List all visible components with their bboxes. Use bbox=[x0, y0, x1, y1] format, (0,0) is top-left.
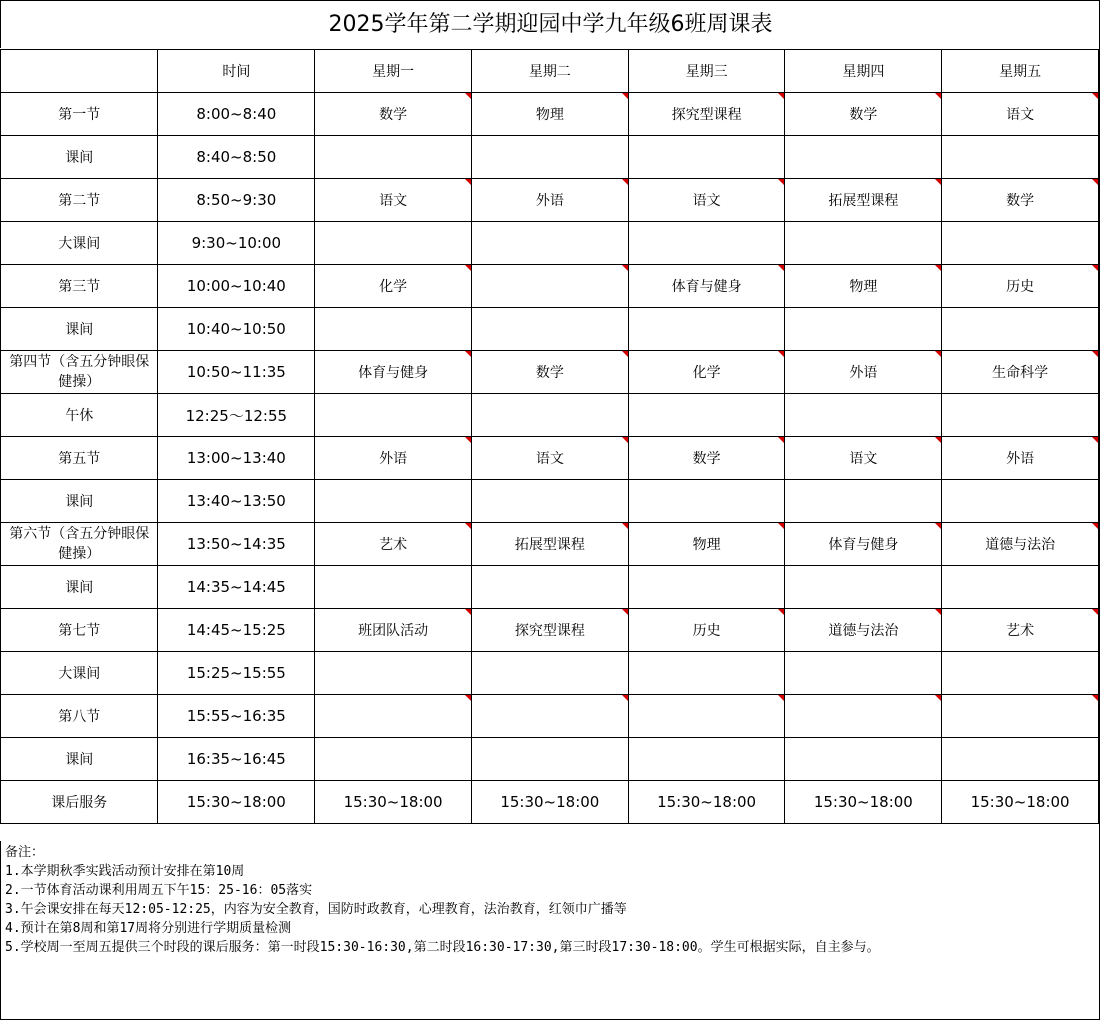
course-cell[interactable] bbox=[942, 652, 1099, 695]
course-cell[interactable]: 15:30~18:00 bbox=[785, 781, 942, 824]
course-cell[interactable]: 班团队活动 bbox=[315, 609, 472, 652]
comment-marker-icon bbox=[465, 609, 471, 615]
course-cell[interactable] bbox=[942, 222, 1099, 265]
course-cell[interactable] bbox=[628, 308, 785, 351]
course-cell[interactable]: 语文 bbox=[942, 93, 1099, 136]
course-cell[interactable] bbox=[471, 265, 628, 308]
course-cell[interactable] bbox=[471, 480, 628, 523]
comment-marker-icon bbox=[622, 523, 628, 529]
period-time[interactable]: 16:35~16:45 bbox=[158, 738, 315, 781]
period-time[interactable]: 13:00~13:40 bbox=[158, 437, 315, 480]
table-row bbox=[1, 738, 1099, 781]
column-header[interactable]: 星期一 bbox=[315, 50, 472, 93]
comment-marker-icon bbox=[622, 93, 628, 99]
table-row bbox=[1, 93, 1099, 136]
period-label[interactable]: 第三节 bbox=[1, 265, 158, 308]
course-cell[interactable] bbox=[628, 695, 785, 738]
notes-heading: 备注： bbox=[5, 845, 45, 860]
comment-marker-icon bbox=[935, 695, 941, 701]
course-cell[interactable] bbox=[785, 652, 942, 695]
course-cell[interactable] bbox=[315, 394, 472, 437]
column-header[interactable]: 星期三 bbox=[628, 50, 785, 93]
period-time[interactable]: 12:25～12:55 bbox=[158, 394, 315, 437]
course-cell[interactable] bbox=[471, 738, 628, 781]
comment-marker-icon bbox=[622, 179, 628, 185]
period-time[interactable]: 8:00~8:40 bbox=[158, 93, 315, 136]
note-line: 1.本学期秋季实践活动预计安排在第10周 bbox=[5, 864, 245, 879]
comment-marker-icon bbox=[935, 265, 941, 271]
course-cell[interactable]: 艺术 bbox=[942, 609, 1099, 652]
course-cell[interactable]: 拓展型课程 bbox=[471, 523, 628, 566]
course-cell[interactable]: 体育与健身 bbox=[785, 523, 942, 566]
period-time[interactable]: 8:40~8:50 bbox=[158, 136, 315, 179]
table-row bbox=[1, 523, 1099, 566]
period-time[interactable]: 15:25~15:55 bbox=[158, 652, 315, 695]
period-time[interactable]: 13:50~14:35 bbox=[158, 523, 315, 566]
course-cell[interactable]: 化学 bbox=[315, 265, 472, 308]
comment-marker-icon bbox=[1092, 437, 1098, 443]
period-label[interactable]: 课间 bbox=[1, 566, 158, 609]
course-cell[interactable]: 外语 bbox=[942, 437, 1099, 480]
table-row bbox=[1, 781, 1099, 824]
table-row bbox=[1, 179, 1099, 222]
period-time[interactable]: 14:45~15:25 bbox=[158, 609, 315, 652]
course-cell[interactable] bbox=[628, 136, 785, 179]
comment-marker-icon bbox=[465, 351, 471, 357]
period-label[interactable]: 第一节 bbox=[1, 93, 158, 136]
course-cell[interactable]: 道德与法治 bbox=[785, 609, 942, 652]
course-cell[interactable]: 15:30~18:00 bbox=[471, 781, 628, 824]
comment-marker-icon bbox=[1092, 93, 1098, 99]
course-cell[interactable] bbox=[315, 695, 472, 738]
course-cell[interactable]: 物理 bbox=[471, 93, 628, 136]
column-header[interactable]: 星期五 bbox=[942, 50, 1099, 93]
table-row bbox=[1, 394, 1099, 437]
note-line: 2.一节体育活动课利用周五下午15：25-16：05落实 bbox=[5, 883, 313, 898]
comment-marker-icon bbox=[778, 609, 784, 615]
table-row bbox=[1, 265, 1099, 308]
course-cell[interactable] bbox=[785, 308, 942, 351]
period-time[interactable]: 14:35~14:45 bbox=[158, 566, 315, 609]
course-cell[interactable]: 历史 bbox=[628, 609, 785, 652]
period-label[interactable]: 大课间 bbox=[1, 652, 158, 695]
period-label[interactable]: 课间 bbox=[1, 480, 158, 523]
comment-marker-icon bbox=[778, 93, 784, 99]
course-cell[interactable]: 体育与健身 bbox=[628, 265, 785, 308]
table-row bbox=[1, 222, 1099, 265]
comment-marker-icon bbox=[622, 609, 628, 615]
period-time[interactable]: 10:40~10:50 bbox=[158, 308, 315, 351]
period-label[interactable]: 午休 bbox=[1, 394, 158, 437]
course-cell[interactable]: 语文 bbox=[315, 179, 472, 222]
course-cell[interactable]: 15:30~18:00 bbox=[628, 781, 785, 824]
table-row bbox=[1, 351, 1099, 394]
course-cell[interactable] bbox=[785, 394, 942, 437]
course-cell[interactable] bbox=[628, 394, 785, 437]
course-cell[interactable]: 历史 bbox=[942, 265, 1099, 308]
course-cell[interactable]: 外语 bbox=[315, 437, 472, 480]
course-cell[interactable]: 探究型课程 bbox=[471, 609, 628, 652]
course-cell[interactable] bbox=[628, 738, 785, 781]
period-label[interactable]: 第七节 bbox=[1, 609, 158, 652]
comment-marker-icon bbox=[1092, 609, 1098, 615]
timetable bbox=[0, 49, 1099, 824]
comment-marker-icon bbox=[622, 351, 628, 357]
course-cell[interactable] bbox=[315, 738, 472, 781]
comment-marker-icon bbox=[935, 351, 941, 357]
period-label[interactable]: 大课间 bbox=[1, 222, 158, 265]
comment-marker-icon bbox=[622, 695, 628, 701]
comment-marker-icon bbox=[465, 437, 471, 443]
comment-marker-icon bbox=[1092, 695, 1098, 701]
column-header[interactable]: 时间 bbox=[158, 50, 315, 93]
period-time[interactable]: 10:50~11:35 bbox=[158, 351, 315, 394]
course-cell[interactable] bbox=[628, 652, 785, 695]
period-label[interactable]: 第四节（含五分钟眼保健操） bbox=[1, 351, 158, 394]
course-cell[interactable]: 数学 bbox=[315, 93, 472, 136]
course-cell[interactable]: 语文 bbox=[628, 179, 785, 222]
course-cell[interactable] bbox=[315, 222, 472, 265]
note-line: 5.学校周一至周五提供三个时段的课后服务：第一时段15:30-16:30,第二时段16:30-17:30,第三时段17:30-18:00。学生可根据实际，自主参与。 bbox=[5, 940, 880, 955]
course-cell[interactable] bbox=[785, 738, 942, 781]
note-line: 3.午会课安排在每天12:05-12:25，内容为安全教育，国防时政教育，心理教育，法治教育，红领巾广播等 bbox=[5, 902, 627, 917]
course-cell[interactable]: 语文 bbox=[785, 437, 942, 480]
comment-marker-icon bbox=[778, 523, 784, 529]
course-cell[interactable] bbox=[471, 394, 628, 437]
course-cell[interactable] bbox=[471, 695, 628, 738]
comment-marker-icon bbox=[935, 93, 941, 99]
comment-marker-icon bbox=[622, 265, 628, 271]
course-cell[interactable]: 化学 bbox=[628, 351, 785, 394]
table-row bbox=[1, 437, 1099, 480]
comment-marker-icon bbox=[465, 93, 471, 99]
course-cell[interactable] bbox=[628, 566, 785, 609]
course-cell[interactable] bbox=[942, 394, 1099, 437]
comment-marker-icon bbox=[1092, 523, 1098, 529]
period-label[interactable]: 第二节 bbox=[1, 179, 158, 222]
course-cell[interactable] bbox=[628, 480, 785, 523]
course-cell[interactable] bbox=[942, 136, 1099, 179]
comment-marker-icon bbox=[778, 179, 784, 185]
course-cell[interactable]: 艺术 bbox=[315, 523, 472, 566]
comment-marker-icon bbox=[778, 437, 784, 443]
course-cell[interactable]: 外语 bbox=[471, 179, 628, 222]
course-cell[interactable]: 道德与法治 bbox=[942, 523, 1099, 566]
period-label[interactable]: 课后服务 bbox=[1, 781, 158, 824]
course-cell[interactable]: 15:30~18:00 bbox=[315, 781, 472, 824]
comment-marker-icon bbox=[622, 437, 628, 443]
column-header[interactable] bbox=[1, 50, 158, 93]
comment-marker-icon bbox=[935, 437, 941, 443]
period-time[interactable]: 15:30~18:00 bbox=[158, 781, 315, 824]
comment-marker-icon bbox=[935, 179, 941, 185]
comment-marker-icon bbox=[935, 523, 941, 529]
course-cell[interactable] bbox=[471, 222, 628, 265]
course-cell[interactable] bbox=[315, 136, 472, 179]
course-cell[interactable] bbox=[785, 222, 942, 265]
period-time[interactable]: 10:00~10:40 bbox=[158, 265, 315, 308]
table-row bbox=[1, 652, 1099, 695]
course-cell[interactable] bbox=[785, 480, 942, 523]
period-label[interactable]: 第八节 bbox=[1, 695, 158, 738]
course-cell[interactable] bbox=[471, 652, 628, 695]
header-row bbox=[1, 50, 1099, 93]
table-row bbox=[1, 695, 1099, 738]
period-label[interactable]: 第五节 bbox=[1, 437, 158, 480]
comment-marker-icon bbox=[1092, 179, 1098, 185]
course-cell[interactable]: 语文 bbox=[471, 437, 628, 480]
comment-marker-icon bbox=[935, 609, 941, 615]
note-line: 4.预计在第8周和第17周将分别进行学期质量检测 bbox=[5, 921, 292, 936]
course-cell[interactable] bbox=[942, 480, 1099, 523]
course-cell[interactable] bbox=[315, 652, 472, 695]
comment-marker-icon bbox=[1092, 265, 1098, 271]
course-cell[interactable] bbox=[315, 566, 472, 609]
column-header[interactable]: 星期二 bbox=[471, 50, 628, 93]
course-cell[interactable]: 物理 bbox=[628, 523, 785, 566]
course-cell[interactable] bbox=[785, 695, 942, 738]
course-cell[interactable] bbox=[942, 308, 1099, 351]
notes bbox=[0, 841, 1100, 1020]
comment-marker-icon bbox=[465, 523, 471, 529]
course-cell[interactable] bbox=[785, 136, 942, 179]
table-row bbox=[1, 136, 1099, 179]
course-cell[interactable]: 物理 bbox=[785, 265, 942, 308]
period-label[interactable]: 课间 bbox=[1, 738, 158, 781]
course-cell[interactable] bbox=[471, 566, 628, 609]
comment-marker-icon bbox=[465, 179, 471, 185]
course-cell[interactable]: 生命科学 bbox=[942, 351, 1099, 394]
comment-marker-icon bbox=[1092, 351, 1098, 357]
period-time[interactable]: 8:50~9:30 bbox=[158, 179, 315, 222]
comment-marker-icon bbox=[465, 265, 471, 271]
comment-marker-icon bbox=[778, 695, 784, 701]
course-cell[interactable] bbox=[315, 308, 472, 351]
table-row bbox=[1, 566, 1099, 609]
course-cell[interactable]: 数学 bbox=[628, 437, 785, 480]
comment-marker-icon bbox=[778, 351, 784, 357]
table-row bbox=[1, 609, 1099, 652]
course-cell[interactable]: 数学 bbox=[471, 351, 628, 394]
period-label[interactable]: 课间 bbox=[1, 308, 158, 351]
course-cell[interactable] bbox=[628, 222, 785, 265]
period-time[interactable]: 9:30~10:00 bbox=[158, 222, 315, 265]
course-cell[interactable]: 15:30~18:00 bbox=[942, 781, 1099, 824]
course-cell[interactable] bbox=[942, 695, 1099, 738]
course-cell[interactable]: 数学 bbox=[785, 93, 942, 136]
period-label[interactable]: 第六节（含五分钟眼保健操） bbox=[1, 523, 158, 566]
course-cell[interactable] bbox=[942, 738, 1099, 781]
course-cell[interactable] bbox=[785, 566, 942, 609]
course-cell[interactable] bbox=[315, 480, 472, 523]
period-label[interactable]: 课间 bbox=[1, 136, 158, 179]
column-header[interactable]: 星期四 bbox=[785, 50, 942, 93]
course-cell[interactable]: 探究型课程 bbox=[628, 93, 785, 136]
course-cell[interactable]: 体育与健身 bbox=[315, 351, 472, 394]
comment-marker-icon bbox=[778, 265, 784, 271]
course-cell[interactable]: 数学 bbox=[942, 179, 1099, 222]
table-row bbox=[1, 308, 1099, 351]
course-cell[interactable] bbox=[471, 308, 628, 351]
course-cell[interactable] bbox=[471, 136, 628, 179]
table-row bbox=[1, 480, 1099, 523]
course-cell[interactable]: 外语 bbox=[785, 351, 942, 394]
period-time[interactable]: 15:55~16:35 bbox=[158, 695, 315, 738]
page-title: 2025学年第二学期迎园中学九年级6班周课表 bbox=[0, 0, 1100, 48]
comment-marker-icon bbox=[465, 695, 471, 701]
course-cell[interactable]: 拓展型课程 bbox=[785, 179, 942, 222]
course-cell[interactable] bbox=[942, 566, 1099, 609]
period-time[interactable]: 13:40~13:50 bbox=[158, 480, 315, 523]
